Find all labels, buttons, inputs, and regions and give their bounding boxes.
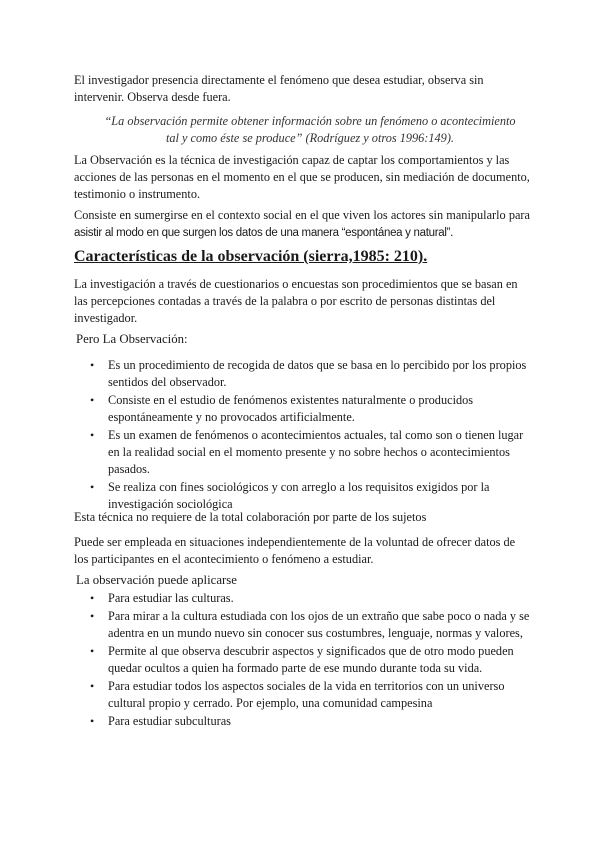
paragraph-questionnaires: La investigación a través de cuestionarios o encuestas son procedimientos que se basan en las percepciones contadas a través de la palabra o por escrito de personas distintas del investigador. [74,277,518,325]
paragraph-observer-presence: El investigador presencia directamente el fenómeno que desea estudiar, observa sin intervenir. Observa desde fuera. [74,73,484,104]
paragraph-immersion-start: Consiste en sumergirse en el contexto social en el que viven los actores sin manipularlo para [74,208,530,222]
paragraph-independent-use: Puede ser empleada en situaciones independientemente de la voluntad de ofrecer datos de los participantes en el acontecimiento o fenómeno a estudiar. [74,535,516,566]
quote-rodriguez [100,113,520,147]
bullet-icon: • [90,358,95,372]
bullet-icon: • [90,644,95,658]
bullet-icon: • [90,393,95,407]
bullet-icon: • [90,428,95,442]
quote-citation: (Rodríguez y otros 1996:149). [302,131,455,145]
list-item: • Es un examen de fenómenos o acontecimientos actuales, tal como son o tienen lugar en la realidad social en el momento presente y no sobre hechos o acontecimientos pasados. [90,428,524,476]
bullet-icon: • [90,609,95,623]
applications-list [74,590,530,731]
characteristics-list [74,357,530,514]
list-item: • Para estudiar subculturas [90,714,231,728]
bullet-icon: • [90,480,95,494]
quote-text: “La observación permite obtener información sobre un fenómeno o acontecimiento tal y como éste se produce” [104,114,516,145]
paragraph-observation-definition: La Observación es la técnica de investigación capaz de captar los comportamientos y las acciones de las personas en el momento en el que se producen, sin mediación de documento, testimonio o instrumento. [74,153,530,201]
intro-pero-la-observacion: Pero La Observación: [76,332,188,346]
list-item: • Consiste en el estudio de fenómenos existentes naturalmente o producidos espontáneamente y no provocados artificialmente. [90,393,474,424]
list-item: • Para estudiar las culturas. [90,591,234,605]
list-item: • Para mirar a la cultura estudiada con los ojos de un extraño que sabe poco o nada y se adentra en un mundo nuevo sin conocer sus costumbres, lenguaje, normas y valores, [90,609,530,640]
intro-observacion-aplicarse: La observación puede aplicarse [76,573,237,587]
list-item: • Para estudiar todos los aspectos sociales de la vida en territorios con un universo cultural propio y cerrado. Por ejemplo, una comunidad campesina [90,679,505,710]
bullet-icon: • [90,591,95,605]
list-item: • Se realiza con fines sociológicos y con arreglo a los requisitos exigidos por la investigación sociológica [90,480,490,511]
list-item: • Permite al que observa descubrir aspectos y significados que de otro modo pueden quedar ocultos a quien ha formado parte de ese mundo durante toda su vida. [90,644,514,675]
paragraph-no-collaboration: Esta técnica no requiere de la total colaboración por parte de los sujetos [74,510,427,524]
bullet-icon: • [90,679,95,693]
list-item: • Es un procedimiento de recogida de datos que se basa en lo percibido por los propios sentidos del observador. [90,358,527,389]
paragraph-immersion [74,207,530,242]
paragraph-immersion-end: asistir al modo en que surgen los datos de una manera “espontánea y natural”. [74,227,454,239]
section-heading-characteristics: Características de la observación (sierra,1985: 210). [74,248,428,265]
bullet-icon: • [90,714,95,728]
